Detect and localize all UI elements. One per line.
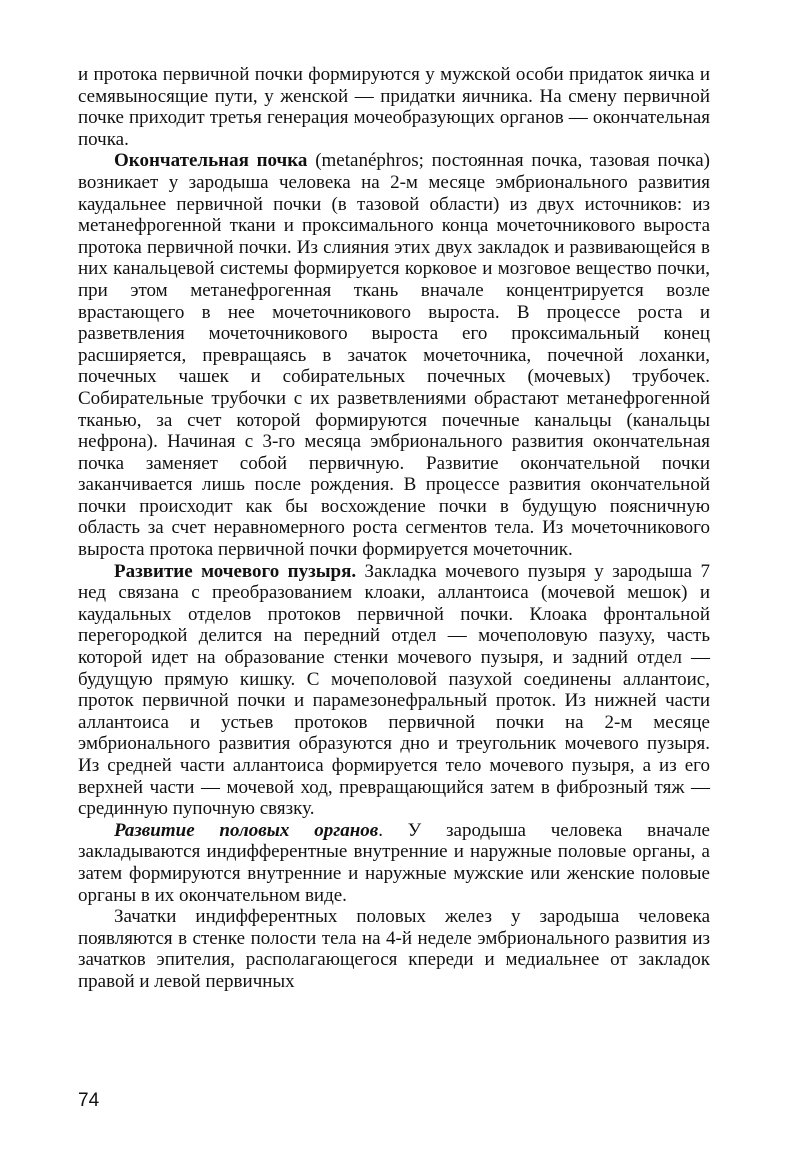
paragraph-body-genital-organs: . У зародыша человека вначале закладываются индифферентные внутренние и наружные половые органы, а затем формируются внутренние и наружные мужские или женские половые органы в их окончательном виде. bbox=[78, 819, 710, 906]
heading-bladder: Развитие мочевого пузыря. bbox=[114, 560, 357, 582]
heading-genital-organs: Развитие половых органов bbox=[114, 819, 379, 841]
heading-final-kidney: Окончательная почка bbox=[114, 150, 308, 172]
paragraph-body-final-kidney: (metanéphros; постоянная почка, тазовая почка) возникает у зародыша человека на 2-м месяце эмбрионального развития каудальнее первичной почки (в тазовой области) из двух источников: из метанефрогенной ткани и проксимального конца мочеточникового выроста протока первичной почки. Из слияния этих двух закладок и развивающейся в них канальцевой системы формируется корковое и мозговое вещество почки, при этом метанефрогенная ткань вначале концентрируется возле врастающего в нее мочеточникового выроста. В процессе роста и разветвления мочеточникового выроста его проксимальный конец расширяется, превращаясь в зачаток мочеточника, почечной лоханки, почечных чашек и собирательных почечных (мочевых) трубочек. Собирательные трубочки с их разветвлениями обрастают метанефрогенной тканью, за счет которой формируются почечные канальцы (канальцы нефрона). Начиная с 3-го месяца эмбрионального развития окончательная почка заменяет собой первичную. Развитие окончательной почки заканчивается лишь после рождения. В процессе развития окончательной почки происходит как бы восхождение почки в будущую поясничную область за счет неравномерного роста сегментов тела. Из мочеточникового выроста протока первичной почки формируется мочеточник. bbox=[78, 150, 710, 561]
paragraph-gonad-primordia: Зачатки индифферентных половых желез у зародыша человека появляются в стенке полости тела на 4-й неделе эмбрионального развития из зачатков эпителия, располагающегося кпереди и медиальнее от закладок правой и левой первичных bbox=[78, 906, 710, 992]
page-text bbox=[78, 64, 710, 993]
paragraph-final-kidney bbox=[78, 150, 710, 560]
paragraph-genital-organs bbox=[78, 820, 710, 906]
paragraph-body-bladder: Закладка мочевого пузыря у зародыша 7 нед связана с преобразованием клоаки, аллантоиса (мочевой мешок) и каудальных отделов протоков первичной почки. Клоака фронтальной перегородкой делится на передний отдел — мочеполовую пазуху, часть которой идет на образование стенки мочевого пузыря, и задний отдел — будущую прямую кишку. С мочеполовой пазухой соединены аллантоис, проток первичной почки и парамезонефральный проток. Из нижней части аллантоиса и устьев протоков первичной почки на 2-м месяце эмбрионального развития образуются дно и треугольник мочевого пузыря. Из средней части аллантоиса формируется тело мочевого пузыря, а из его верхней части — мочевой ход, превращающийся затем в фиброзный тяж — срединную пупочную связку. bbox=[78, 560, 711, 820]
paragraph-bladder bbox=[78, 561, 710, 820]
page-number: 74 bbox=[78, 1090, 100, 1111]
paragraph-continuation: и протока первичной почки формируются у мужской особи придаток яичка и семявыносящие пути, у женской — придатки яичника. На смену первичной почке приходит третья генерация мочеобразующих органов — окончательная почка. bbox=[78, 64, 710, 150]
